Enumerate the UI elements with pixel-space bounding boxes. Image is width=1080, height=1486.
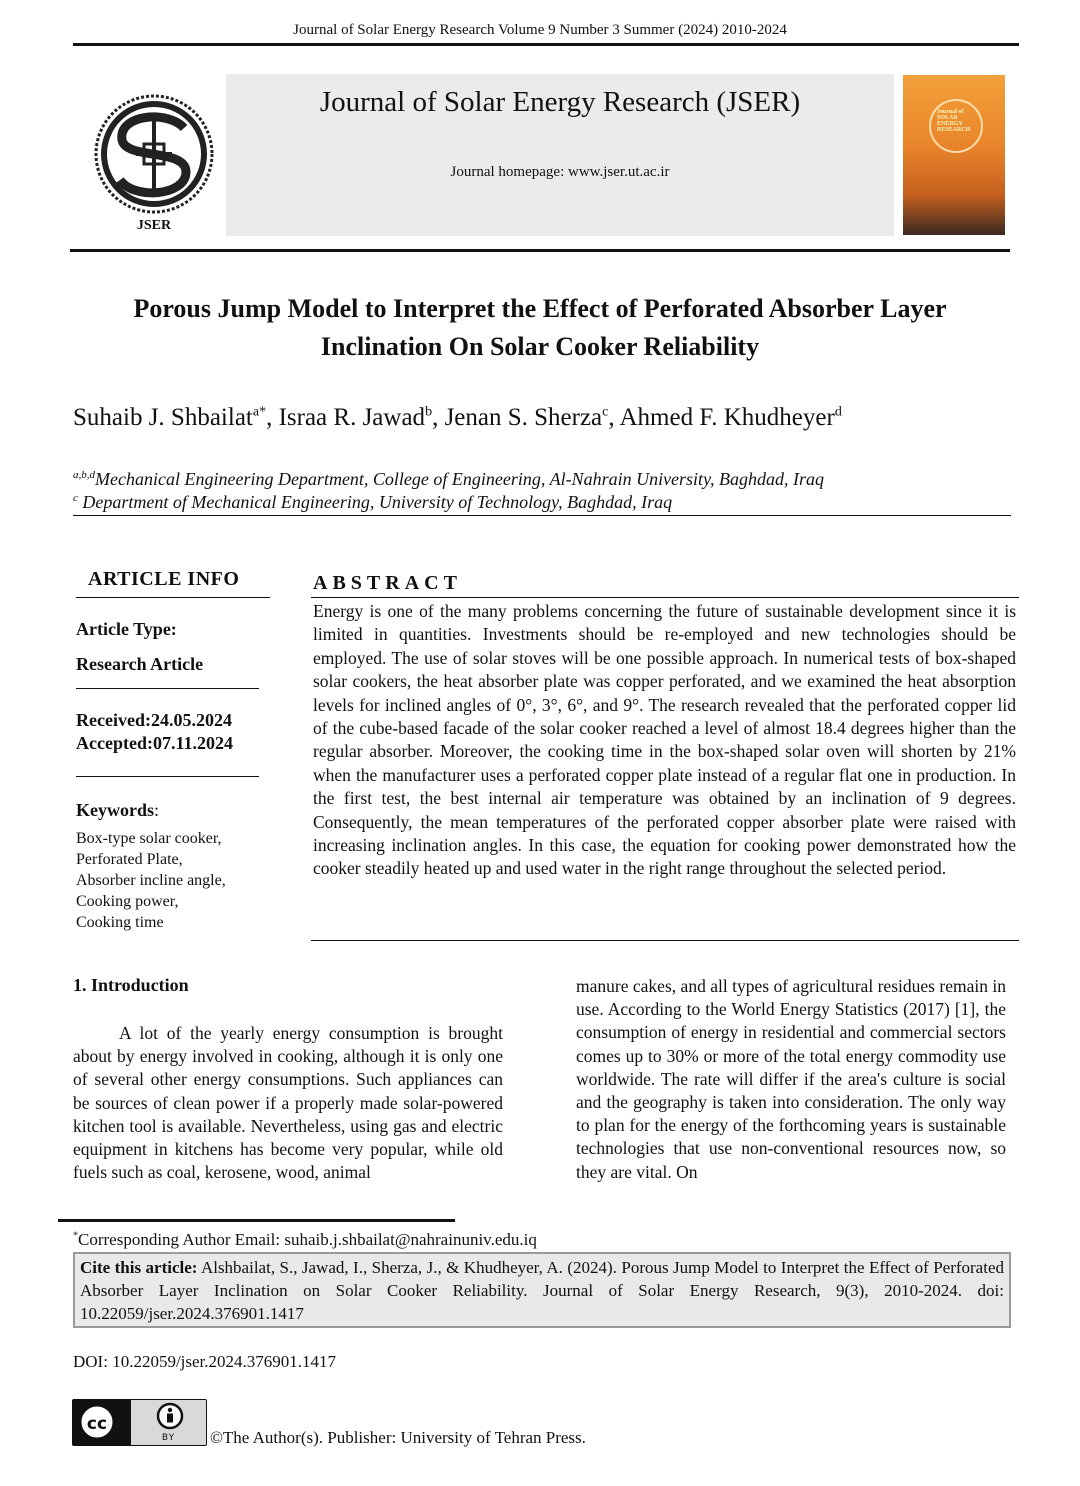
- cc-by-license-icon: [72, 1399, 207, 1446]
- introduction-column-1: A lot of the yearly energy consumption is brought about by energy involved in cooking, although it is only one of several other energy consumptions. Such appliances can be sources of clean power if a properly made solar-powered kitchen tool is available. Nevertheless, using gas and electric equipment in kitchens has become very popular, while old fuels such as coal, kerosene, wood, animal: [73, 1023, 503, 1183]
- journal-cover-icon: [903, 75, 1005, 235]
- introduction-heading: 1. Introduction: [73, 975, 189, 995]
- keyword-item: Perforated Plate,: [76, 851, 183, 868]
- cite-text: Alshbailat, S., Jawad, I., Sherza, J., & Khudheyer, A. (2024). Porous Jump Model to Interpret the Effect of Perforated Absorber Layer Inclination on Solar Cooker Reliability. Journal of Solar Energy Research, 9(3), 2010-2024. doi: 10.22059/jser.2024.376901.1417: [80, 1258, 1004, 1323]
- author-name: Suhaib J. Shbailat: [73, 404, 253, 431]
- doi-line: DOI: 10.22059/jser.2024.376901.1417: [73, 1352, 337, 1371]
- author-name: Ahmed F. Khudheyer: [619, 404, 835, 431]
- cc-by-label: BY: [131, 1431, 206, 1445]
- accepted-date: Accepted:07.11.2024: [76, 733, 233, 753]
- keyword-item: Box-type solar cooker,: [76, 830, 222, 847]
- article-type-rule: [76, 688, 259, 689]
- logo-text: JSER: [136, 218, 172, 233]
- author-sep: ,: [432, 404, 445, 431]
- introduction-column-2: manure cakes, and all types of agricultural residues remain in use. According to the World Energy Statistics (2017) [1], the consumption of energy in residential and commercial sectors comes up to 30% or more of the total energy commodity use worldwide. The rate will differ if the area's culture is social and the geography is taken into consideration. The only way to plan for the energy of the forthcoming years is sustainable technologies that use non-conventional resources now, so they are vital. On: [576, 976, 1006, 1182]
- keyword-list: [76, 828, 226, 933]
- keyword-item: Cooking power,: [76, 893, 179, 910]
- running-header: Journal of Solar Energy Research Volume 9 Number 3 Summer (2024) 2010-2024: [293, 22, 787, 38]
- received-date: Received:24.05.2024: [76, 710, 232, 730]
- article-info-rule: [76, 597, 270, 598]
- jser-logo-icon: [88, 92, 220, 222]
- article-type-label: Article Type:: [76, 619, 177, 639]
- abstract-rule-top: [311, 597, 1019, 598]
- svg-text:cc: cc: [86, 1414, 108, 1434]
- keyword-item: Cooking time: [76, 914, 164, 931]
- affiliation-2: $^c$ Department of Mechanical Engineering, University of Technology, Baghdad, Iraq: [73, 492, 673, 512]
- abstract-heading: ABSTRACT: [313, 572, 462, 594]
- citation-box: [73, 1252, 1011, 1328]
- affiliation-1: $^{a,b,d}$Mechanical Engineering Department, College of Engineering, Al-Nahrain University, Baghdad, Iraq: [73, 469, 825, 489]
- paper-title-line-2: Inclination On Solar Cooker Reliability: [320, 332, 760, 361]
- article-type-value: Research Article: [76, 654, 204, 674]
- author-sep: ,: [266, 404, 279, 431]
- author-list: [73, 404, 842, 432]
- journal-homepage: Journal homepage: www.jser.ut.ac.ir: [450, 164, 670, 180]
- keyword-item: Absorber incline angle,: [76, 872, 226, 889]
- corresponding-author: *Corresponding Author Email: suhaib.j.shbailat@nahrainuniv.edu.iq: [73, 1230, 537, 1249]
- article-info-heading: ARTICLE INFO: [88, 568, 240, 590]
- header-rule-top: [73, 43, 1019, 46]
- journal-title: Journal of Solar Energy Research (JSER): [319, 86, 801, 118]
- copyright-notice: ©The Author(s). Publisher: University of Tehran Press.: [210, 1428, 586, 1447]
- abstract-rule-bottom: [311, 940, 1019, 941]
- cite-label: Cite this article:: [80, 1258, 198, 1277]
- author-sep: ,: [608, 404, 620, 431]
- header-rule-bottom: [70, 249, 1010, 252]
- keywords-heading: Keywords:: [76, 800, 160, 820]
- author-sup: a*: [252, 404, 267, 420]
- author-sup: d: [834, 404, 842, 420]
- author-name: Israa R. Jawad: [278, 404, 426, 431]
- paper-title: [60, 290, 1020, 366]
- jser-logo: [88, 92, 220, 237]
- paper-title-line-1: Porous Jump Model to Interpret the Effect of Perforated Absorber Layer: [133, 294, 947, 323]
- abstract-body: Energy is one of the many problems concerning the future of sustainable development since it is limited in quantities. Investments should be re-employed and new technologies should be employed. The use of solar stoves will be one possible approach. In numerical tests of box-shaped solar cookers, the heat absorber plate was copper perforated, and we examined the heat absorption levels for inclined angles of 0°, 3°, 6°, and 9°. The research revealed that the perforated copper lid of the cube-based facade of the solar cooker reached a level of almost 18.4 degrees higher than the regular absorber. Moreover, the cooking time in the box-shaped solar oven will shorten by 21% when the manufacturer uses a perforated copper plate instead of a regular flat one in production. In the first test, the best internal air temperature was obtained by an inclination of 9 degrees. Consequently, the mean temperatures of the perforated copper absorber plate were raised with increasing inclination angles. In this case, the equation for cooking power demonstrated how the cooker steadily heated up and used water in the right range throughout the selected period.: [313, 601, 1016, 879]
- author-name: Jenan S. Sherza: [444, 404, 603, 431]
- author-sup: c: [602, 404, 609, 420]
- affiliation-rule: [73, 515, 1011, 516]
- footnote-rule: [58, 1219, 455, 1222]
- author-sup: b: [425, 404, 433, 420]
- cover-label: Journal of SOLAR ENERGY RESEARCH: [937, 109, 971, 133]
- dates-rule: [76, 776, 259, 777]
